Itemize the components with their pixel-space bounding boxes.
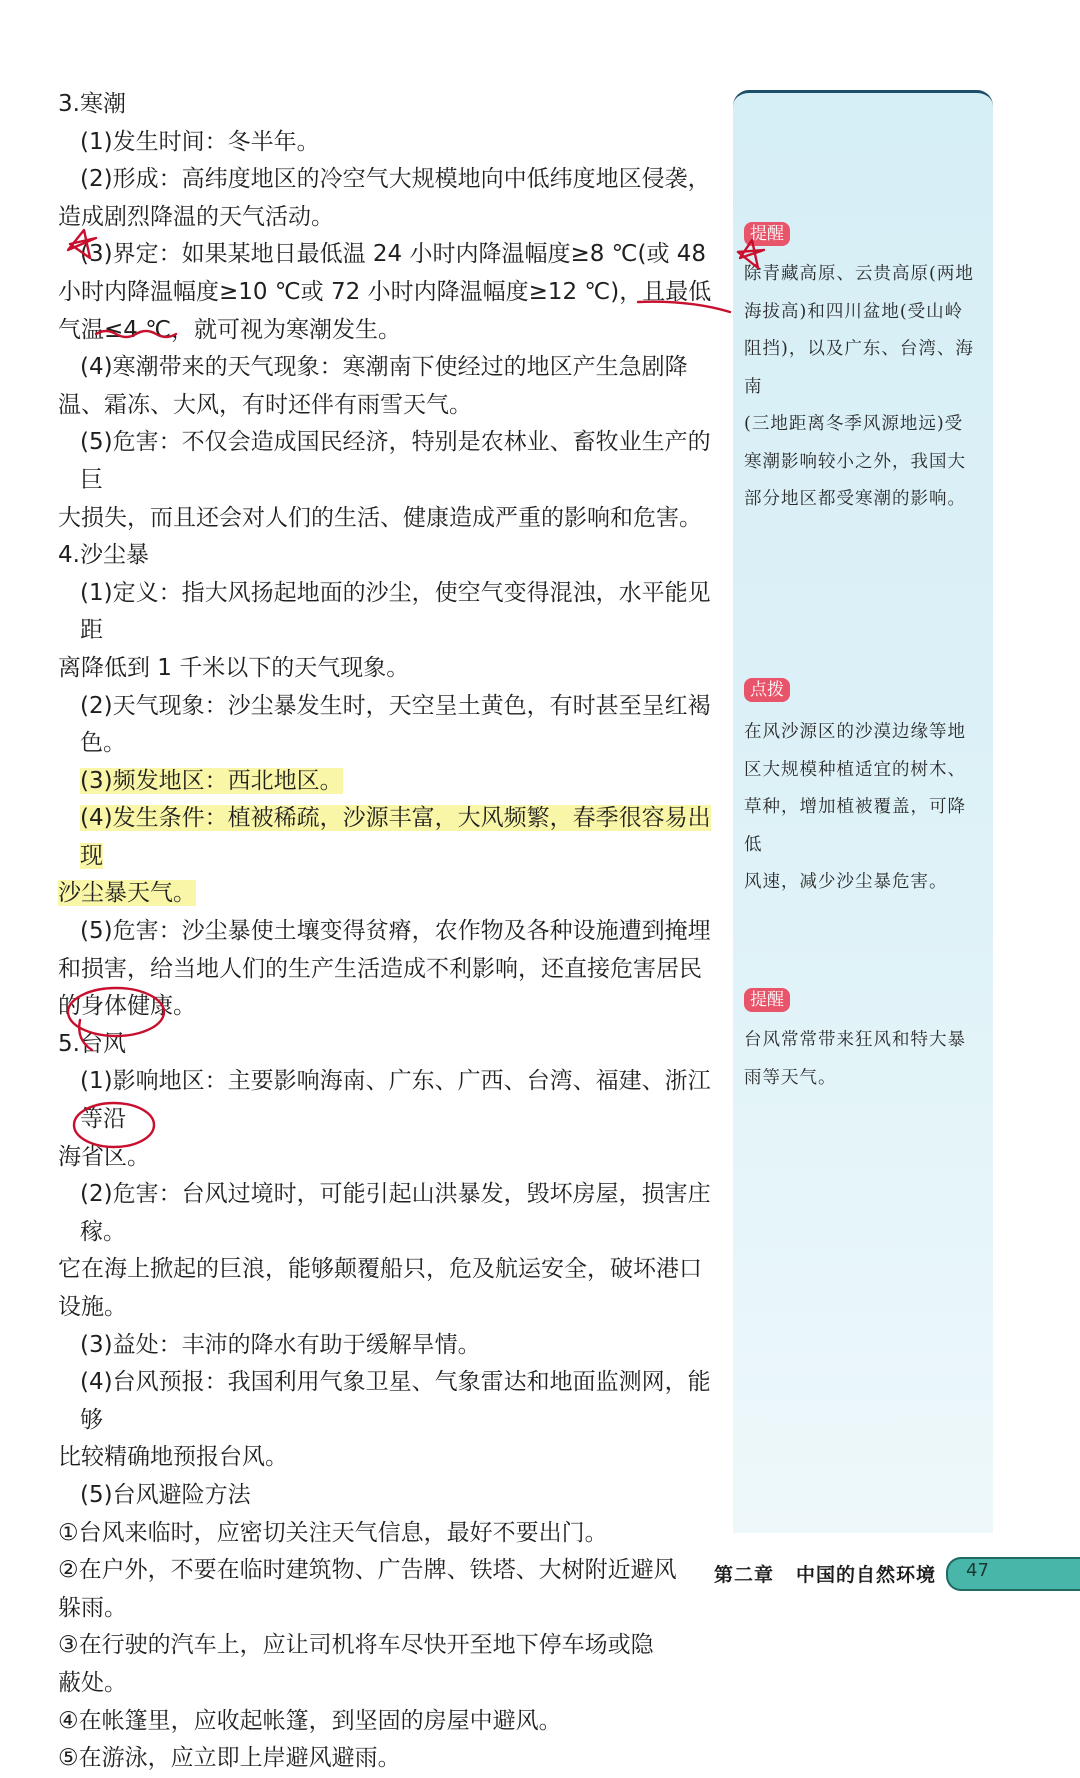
- note-tip-sandstorm: [744, 714, 984, 902]
- note-line: 风速，减少沙尘暴危害。: [744, 872, 948, 892]
- text-line: (2)危害：台风过境时，可能引起山洪暴发，毁坏房屋，损害庄稼。: [80, 1181, 711, 1245]
- text-line: (5)危害：沙尘暴使土壤变得贫瘠，农作物及各种设施遭到掩埋: [80, 918, 711, 945]
- note-reminder-typhoon: [744, 1022, 984, 1097]
- note-line: 阻挡)，以及广东、台湾、海南: [744, 339, 974, 397]
- main-text: [58, 86, 718, 1778]
- section-heading-cold-wave: 3.寒潮: [58, 91, 126, 117]
- text-line: 的身体健康。: [58, 993, 196, 1020]
- text-line: 小时内降温幅度≥10 ℃或 72 小时内降温幅度≥12 ℃)，且最低: [58, 278, 712, 305]
- text-line: 它在海上掀起的巨浪，能够颠覆船只，危及航运安全，破坏港口: [58, 1256, 702, 1283]
- note-line: 部分地区都受寒潮的影响。: [744, 489, 966, 509]
- text-line: 离降低到 1 千米以下的天气现象。: [58, 654, 410, 681]
- note-line: 海拔高)和四川盆地(受山岭: [744, 301, 964, 322]
- text-line: (2)天气现象：沙尘暴发生时，天空呈土黄色，有时甚至呈红褐色。: [80, 692, 711, 757]
- text-line: 躲雨。: [58, 1594, 127, 1621]
- note-reminder-cold-wave: [744, 256, 984, 519]
- note-line: 寒潮影响较小之外，我国大: [744, 451, 966, 472]
- note-line: 区大规模种植适宜的树木、: [744, 759, 966, 780]
- text-line-highlighted: [58, 763, 718, 801]
- note-tag-reminder: 提醒: [744, 988, 790, 1012]
- text-line: 大损失，而且还会对人们的生活、健康造成严重的影响和危害。: [58, 504, 702, 531]
- text-line: (3)界定：如果某地日最低温 24 小时内降温幅度≥8 ℃(或 48: [80, 241, 707, 268]
- text-line: 气温≤4 ℃，就可视为寒潮发生。: [58, 316, 402, 343]
- list-item: ⑤在游泳，应立即上岸避风避雨。: [58, 1745, 401, 1772]
- note-tag-tip: 点拨: [744, 678, 790, 702]
- footer-chapter-label: 第二章: [714, 1564, 775, 1586]
- page-number: 47: [966, 1560, 989, 1581]
- text-line: 蔽处。: [58, 1669, 127, 1696]
- note-tag-reminder: 提醒: [744, 222, 790, 246]
- list-item: ②在户外，不要在临时建筑物、广告牌、铁塔、大树附近避风: [58, 1557, 677, 1584]
- highlight: 沙尘暴天气。: [58, 880, 196, 907]
- text-line: (5)台风避险方法: [80, 1481, 251, 1508]
- text-line: (2)形成：高纬度地区的冷空气大规模地向中低纬度地区侵袭，: [80, 166, 711, 193]
- text-line: (1)定义：指大风扬起地面的沙尘，使空气变得混浊，水平能见距: [80, 579, 711, 644]
- note-line: 在风沙源区的沙漠边缘等地: [744, 722, 966, 742]
- text-line: 造成剧烈降温的天气活动。: [58, 203, 334, 230]
- note-line: 草种，增加植被覆盖，可降低: [744, 797, 966, 855]
- text-line: (3)益处：丰沛的降水有助于缓解旱情。: [80, 1331, 481, 1358]
- text-line: 海省区。: [58, 1143, 150, 1170]
- list-item: ④在帐篷里，应收起帐篷，到坚固的房屋中避风。: [58, 1707, 562, 1734]
- text-line: 比较精确地预报台风。: [58, 1444, 288, 1471]
- text-line: 温、霜冻、大风，有时还伴有雨雪天气。: [58, 391, 472, 418]
- list-item: ③在行驶的汽车上，应让司机将车尽快开至地下停车场或隐: [58, 1632, 654, 1659]
- section-heading-typhoon: 5.台风: [58, 1030, 126, 1057]
- highlight: (4)发生条件：植被稀疏，沙源丰富，大风频繁，春季很容易出现: [80, 805, 711, 869]
- note-line: (三地距离冬季风源地远)受: [744, 414, 964, 434]
- text-line-highlighted: [58, 800, 718, 875]
- text-line: 和损害，给当地人们的生产生活造成不利影响，还直接危害居民: [58, 955, 702, 982]
- note-line: 雨等天气。: [744, 1067, 837, 1088]
- text-line-highlighted: [58, 875, 718, 913]
- text-line: (1)影响地区：主要影响海南、广东、广西、台湾、福建、浙江等沿: [80, 1068, 711, 1133]
- text-line: (4)台风预报：我国利用气象卫星、气象雷达和地面监测网，能够: [80, 1369, 711, 1433]
- text-line: 设施。: [58, 1294, 127, 1320]
- section-heading-sandstorm: 4.沙尘暴: [58, 542, 149, 569]
- text-line: (1)发生时间：冬半年。: [80, 128, 320, 155]
- note-line: 台风常常带来狂风和特大暴: [744, 1030, 966, 1050]
- list-item: ①台风来临时，应密切关注天气信息，最好不要出门。: [58, 1519, 608, 1546]
- footer-chapter-title: 中国的自然环境: [796, 1564, 937, 1586]
- text-line: (5)危害：不仅会造成国民经济，特别是农林业、畜牧业生产的巨: [80, 429, 711, 493]
- text-line: (4)寒潮带来的天气现象：寒潮南下使经过的地区产生急剧降: [80, 354, 688, 381]
- note-line: 除青藏高原、云贵高原(两地: [744, 264, 974, 284]
- highlight: (3)频发地区：西北地区。: [80, 767, 343, 794]
